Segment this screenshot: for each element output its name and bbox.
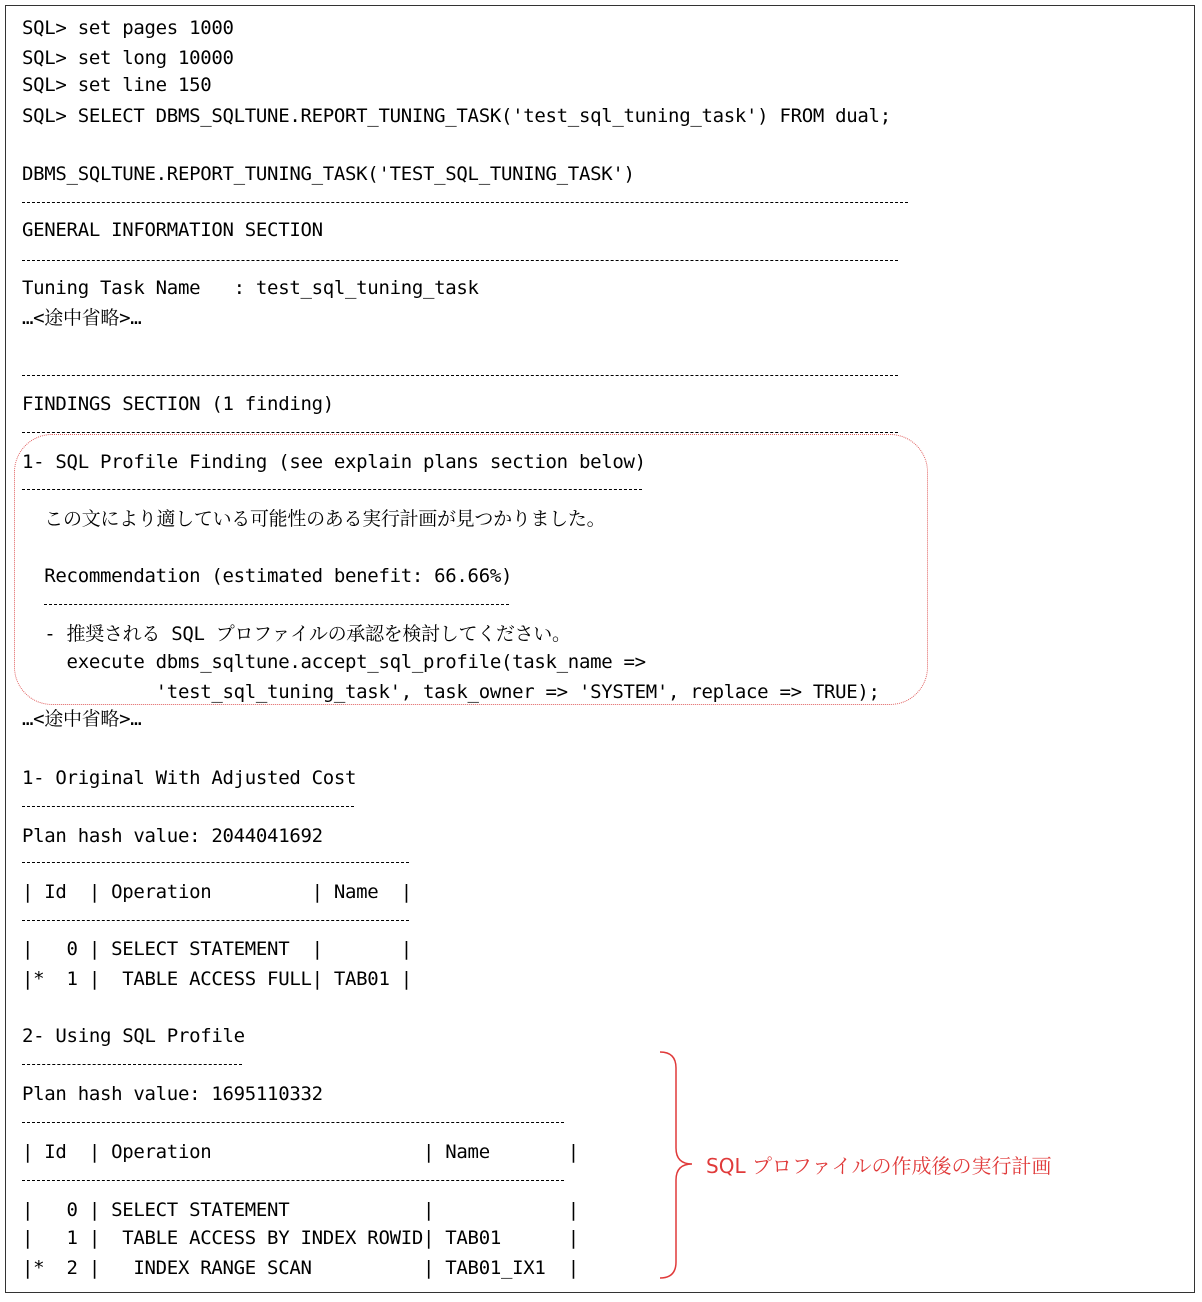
plan-table-row: | 0 | SELECT STATEMENT | | (22, 938, 412, 960)
recommendation-line: Recommendation (estimated benefit: 66.66%) (22, 565, 513, 587)
finding-description: この文により適している可能性のある実行計画が見つかりました。 (22, 508, 606, 530)
sql-command-line: SQL> set long 10000 (22, 47, 234, 69)
separator-rule (22, 920, 409, 921)
omitted-marker: …<途中省略>… (22, 708, 142, 730)
plan-hash-line: Plan hash value: 2044041692 (22, 825, 323, 847)
plan-table-header: | Id | Operation | Name | (22, 881, 412, 903)
execute-command-line: execute dbms_sqltune.accept_sql_profile(task_name => (22, 651, 646, 673)
recommendation-detail: - 推奨される SQL プロファイルの承認を検討してください。 (22, 623, 571, 645)
separator-rule (44, 604, 509, 605)
finding-title: 1- SQL Profile Finding (see explain plans section below) (22, 451, 646, 473)
omitted-marker: …<途中省略>… (22, 307, 142, 329)
plan-table-row: | 0 | SELECT STATEMENT | | (22, 1199, 579, 1221)
plan-table-row: |* 1 | TABLE ACCESS FULL| TAB01 | (22, 968, 412, 990)
separator-rule (22, 375, 898, 376)
separator-rule (22, 260, 898, 261)
separator-rule (22, 1180, 564, 1181)
separator-rule (22, 862, 409, 863)
sql-command-line: SQL> set pages 1000 (22, 17, 234, 39)
plan-table-row: | 1 | TABLE ACCESS BY INDEX ROWID| TAB01 | (22, 1227, 579, 1249)
task-name-line: Tuning Task Name : test_sql_tuning_task (22, 277, 479, 299)
execute-command-line: 'test_sql_tuning_task', task_owner => 'SYSTEM', replace => TRUE); (22, 681, 880, 703)
plan-heading: 2- Using SQL Profile (22, 1025, 245, 1047)
separator-rule (22, 1122, 564, 1123)
plan-heading: 1- Original With Adjusted Cost (22, 767, 357, 789)
section-heading: FINDINGS SECTION (1 finding) (22, 393, 334, 415)
plan-hash-line: Plan hash value: 1695110332 (22, 1083, 323, 1105)
plan-table-header: | Id | Operation | Name | (22, 1141, 579, 1163)
separator-rule (22, 489, 642, 490)
section-heading: GENERAL INFORMATION SECTION (22, 219, 323, 241)
curly-brace-icon (658, 1050, 698, 1280)
separator-rule (22, 432, 898, 433)
annotation-label: SQL プロファイルの作成後の実行計画 (706, 1154, 1052, 1178)
report-column-header: DBMS_SQLTUNE.REPORT_TUNING_TASK('TEST_SQL_TUNING_TASK') (22, 163, 635, 185)
separator-rule (22, 1064, 242, 1065)
separator-rule (22, 202, 908, 203)
sql-command-line: SQL> SELECT DBMS_SQLTUNE.REPORT_TUNING_TASK('test_sql_tuning_task') FROM dual; (22, 105, 891, 127)
plan-table-row: |* 2 | INDEX RANGE SCAN | TAB01_IX1 | (22, 1257, 579, 1279)
separator-rule (22, 806, 354, 807)
sql-command-line: SQL> set line 150 (22, 74, 212, 96)
